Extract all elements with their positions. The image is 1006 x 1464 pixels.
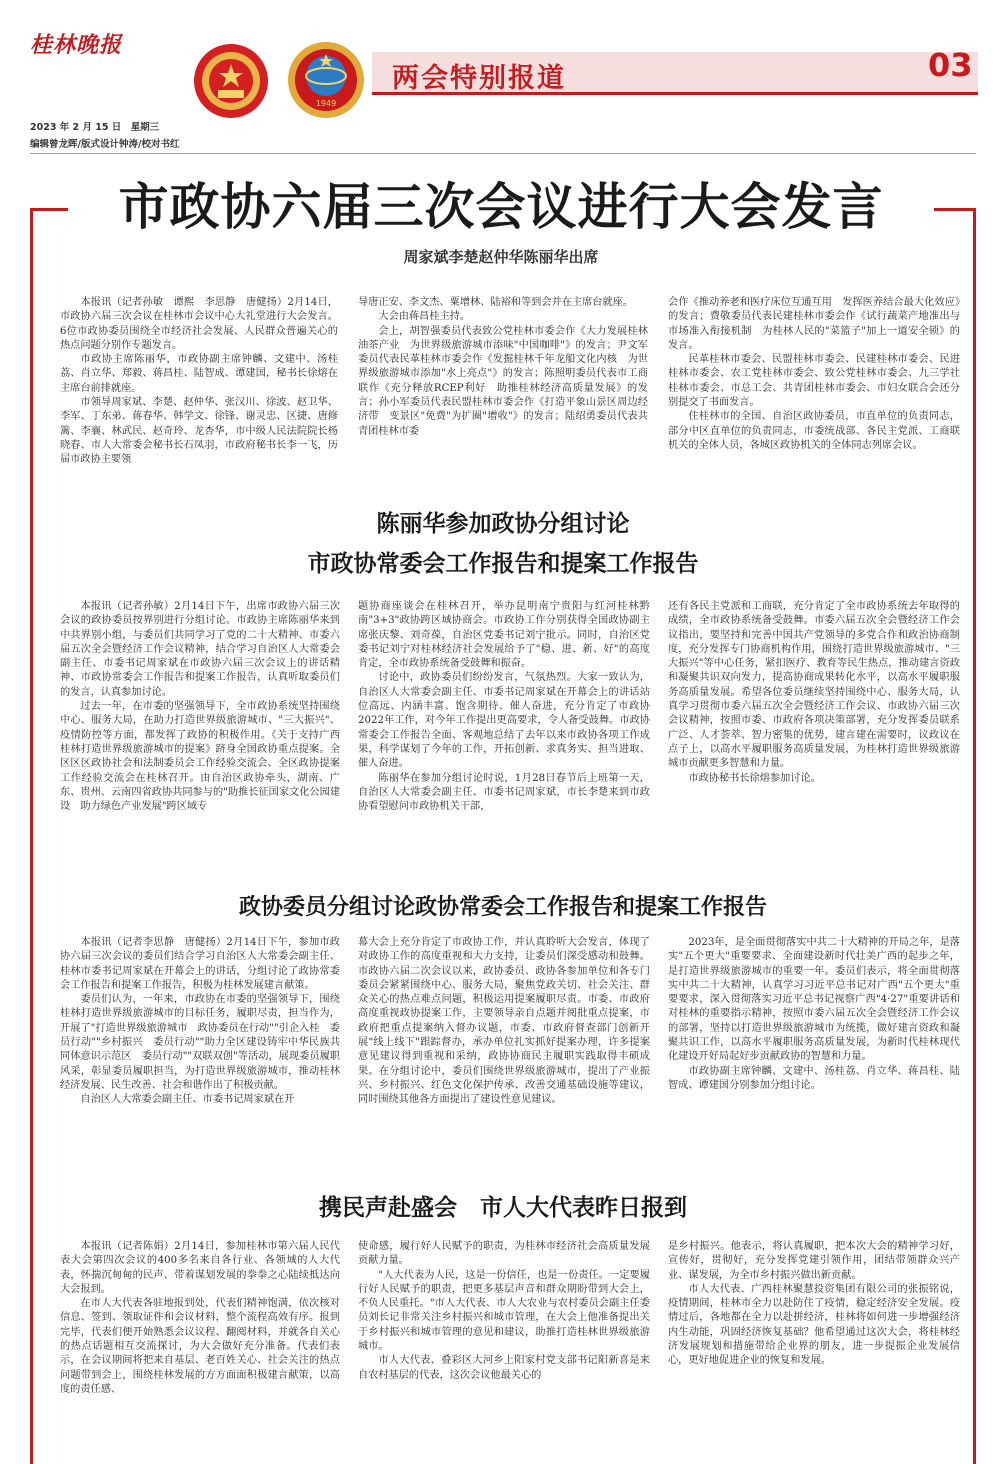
page-number: 03 <box>928 46 973 84</box>
cppcc-emblem-icon <box>286 40 366 120</box>
article1-col2 <box>358 296 648 496</box>
article4-para: 市人大代表、广西桂林聚慧投资集团有限公司的张振铭说，疫情期间，桂林市全力以赴防住了疫情，稳定经济安全发展。疫情过后，各地都在全力以赴拼经济，桂林将如何进一步增强经济内生动能，巩固经济恢复基础？他希望通过这次大会，将桂林经济发展规划和措施带给企业界的朋友，进一步提振企业发展信心，更好地促进企业的恢复和发展。 <box>668 1283 960 1367</box>
masthead-divider <box>30 153 976 154</box>
article1-para: 住桂林市的全国、自治区政协委员，市直单位的负责同志，部分中区直单位的负责同志，市委统战部、各民主党派、工商联机关的全体人员，各城区政协机关的全体同志列席会议。 <box>668 411 960 451</box>
article4-col2 <box>358 1240 650 1440</box>
article1-col1 <box>60 296 338 496</box>
article2-para: 题协商座谈会在桂林召开，举办昆明南宁贵阳与红河桂林黔南"3+3"政协跨区域协商会。市政协工作分别获得全国政协副主席张庆黎、刘奇葆，自治区党委书记刘宁批示。同时，自治区党委书记刘宁对桂林经济社会发展给予了"稳、进、新、好"的高度肯定，全市政协系统备受鼓舞和振奋。 <box>358 601 650 670</box>
article2-para: 市政协秘书长徐熔参加讨论。 <box>688 772 821 784</box>
article4-para: 市人大代表、叠彩区大河乡上阳家村党支部书记阳新喜是来自农村基层的代表，这次会议他最关心的 <box>358 1355 650 1381</box>
article2-col2 <box>358 600 650 880</box>
article3-col1 <box>60 936 340 1168</box>
article1-para: 本报讯（记者孙敏 谭熙 李思静 唐健扬）2月14日，市政协六届三次会议在桂林市会议中心大礼堂进行大会发言。6位市政协委员围绕全市经济社会发展、人民群众普遍关心的热点问题分别作专题发言。 <box>60 297 338 351</box>
cppcc-emblem-year: 1949 <box>315 99 337 108</box>
article4-para: 在市人大代表各驻地报到处，代表们精神饱满，依次核对信息、签到、领取证件和会议材料，整个流程高效有序。报到完毕，代表们便开始熟悉会议议程、翻阅材料，并就各自关心的热点话题相互交流探讨，为大会做好充分准备。代表们表示，在会议期间将把来自基层、老百姓关心、社会关注的热点问题带到会上，围绕桂林发展的方方面面积极建言献策，以高度的责任感、 <box>60 1298 340 1395</box>
frame-right <box>973 208 976 1464</box>
article1-headline: 市政协六届三次会议进行大会发言 <box>118 178 884 236</box>
article2-para: 本报讯（记者孙敏）2月14日下午，出席市政协六届三次会议的政协委员按界别进行分组讨论。市政协主席陈丽华来到中共界别小组，与委员们共同学习了党的二十大精神、市委六届五次全会暨经济工作会议精神，结合学习自治区人大常委会副主任、市委书记周家斌在市政协六届三次会议上的讲话精神、市政协常委会工作报告和提案工作报告，认真听取委员们的发言，认真参加讨论。 <box>60 601 340 698</box>
article1-subhead: 周家斌李楚赵仲华陈丽华出席 <box>403 248 599 266</box>
article1-para: 市政协主席陈丽华，市政协副主席钟麟、文建中、汤桂荔、肖立华、郑毅、蒋昌桂、陆智成、谭建国，秘书长徐熔在主席台前排就座。 <box>60 354 338 394</box>
article1-para: 大会由蒋昌桂主持。 <box>378 311 471 323</box>
editor-credits: 编辑曾龙晖/版式设计钟涛/校对书红 <box>30 139 180 150</box>
article3-para: 市政协副主席钟麟、文建中、汤桂荔、肖立华、蒋昌桂、陆智成、谭建国分别参加分组讨论。 <box>668 1065 960 1091</box>
article2-para: 讨论中，政协委员们纷纷发言，气氛热烈。大家一致认为，自治区人大常委会副主任、市委书记周家斌在开幕会上的讲话站位高远、内涵丰富、饱含期待、催人奋进，充分肯定了市政协2022年工作，对今年工作提出更高要求，令人备受鼓舞。市政协常委会工作报告全面、客观地总结了去年以来市政协各项工作成果，科学谋划了今年的工作，开拓创新、求真务实、担当进取、催人奋进。 <box>358 672 650 770</box>
article3-col3 <box>668 936 960 1168</box>
article1-para: 市领导周家斌、李楚、赵仲华、张汉川、徐波、赵卫华、李军、丁东弟、蒋春华、韩学文、徐锋、谢灵忠、区捷、唐修篱、李襄、林武民、赵奇玲、龙杏华，市中级人民法院院长杨晓春、市人大常委会秘书长石凤羽，市政府秘书长李一飞，历届市政协主要领 <box>60 397 338 466</box>
article2-para: 陈丽华在参加分组讨论时说，1月28日春节后上班第一天，自治区人大常委会副主任、市委书记周家斌，市长李楚来到市政协看望慰问市政协机关干部， <box>358 772 650 813</box>
article1-col3 <box>668 296 960 496</box>
article4-col3 <box>668 1240 960 1440</box>
article2-col1 <box>60 600 340 880</box>
article4-para: "人大代表为人民，这是一份信任，也是一份责任。一定要履行好人民赋予的职责，把更多基层声音和群众期盼带到大会上，不负人民重托。"市人大代表、市人大农业与农村委员会副主任委员刘长记非常关注乡村振兴和城市管理，在大会上他准备提出关于乡村振兴和城市管理的意见和建议，助推打造桂林世界级旅游城市。 <box>358 1269 650 1353</box>
article1-para: 会上，胡智强委员代表致公党桂林市委会作《大力发展桂林油茶产业 为世界级旅游城市添味"中国咖啡"》的发言；尹文军委员代表民革桂林市委会作《发掘桂林千年龙船文化内核 为世界级旅游城市添加"水上亮点"》的发言；陈照明委员代表市工商联作《充分释放RCEP利好 助推桂林经济高质量发展》的发言；孙小军委员代表民盟桂林市委会作《打造平象山景区周边经济带 变景区"免费"为扩圈"增收"》的发言；陆绍勇委员代表共青团桂林市委 <box>358 325 648 437</box>
article4-para: 本报讯（记者陈娟）2月14日，参加桂林市第六届人民代表大会第四次会议的400多名来自各行业、各领域的人大代表，怀揣沉甸甸的民声、带着谋划发展的拳拳之心陆续抵达向大会报到。 <box>60 1241 340 1295</box>
article3-para: 2023年，是全面贯彻落实中共二十大精神的开局之年，是落实"五个更大"重要要求、全面建设新时代壮美广西的起步之年，是打造世界级旅游城市的重要一年。委员们表示，将全面贯彻落实中共二十大精神，认真学习习近平总书记对广西"五个更大"重要要求，深入贯彻落实习近平总书记视察广西"4·27"重要讲话和对桂林的重要指示精神，按照市委六届五次全会暨经济工作会议的部署，坚持以打造世界级旅游城市为统揽，做好建言资政和凝聚共识工作，以高水平履职服务高质量发展，为新时代桂林现代化建设开好局起好步贡献政协的智慧和力量。 <box>668 937 960 1063</box>
article2-para: 过去一年，在市委的坚强领导下，全市政协系统坚持围绕中心、服务大局，在助力打造世界级旅游城市、"三大振兴"、疫情防控等方面，都发挥了政协的积极作用。《关于支持广西桂林打造世界级旅游城市的提案》跻身全国政协重点提案。全区区区政协社会和法制委员会工作经验交流会、全区政协提案工作经验交流会在桂林召开。由自治区政协牵头，湖南、广东、贵州、云南四省政协共同参与的"助推长征国家文化公园建设 助力绿色产业发展"跨区域专 <box>60 701 340 813</box>
article3-para: 委员们认为，一年来，市政协在市委的坚强领导下，围绕桂林打造世界级旅游城市的目标任务，履职尽责，担当作为，开展了"打造世界级旅游城市 政协委员在行动""引企入桂 委员行动""乡村振兴 委员行动""助力全区建设铸牢中华民族共同体意识示范区 委员行动""双联双创"等活动，展现委员履职风采，彰显委员履职担当，为打造世界级旅游城市，推动桂林经济发展、民生改善、社会和谐作出了积极贡献。 <box>60 994 340 1091</box>
article3-para: 本报讯（记者李思静 唐健扬）2月14日下午，参加市政协六届三次会议的委员们结合学习自治区人大常委会副主任、桂林市委书记周家斌在开幕会上的讲话，分组讨论了政协常委会工作报告和提案工作报告，积极为桂林发展建言献策。 <box>60 937 340 991</box>
national-emblem-icon <box>192 42 270 120</box>
article2-para: 还有各民主党派和工商联，充分肯定了全市政协系统去年取得的成绩，全市政协系统备受鼓舞。市委六届五次全会暨经济工作会议指出，要坚持和完善中国共产党领导的多党合作和政治协商制度，充分发挥专门协商机构作用，围绕打造世界级旅游城市、"三大振兴"等中心任务，紧扣医疗、教育等民生热点，推动建言资政和凝聚共识双向发力，提高协商成果转化水平，以高水平履职服务高质量发展。希望各位委员继续坚持围绕中心、服务大局，认真学习贯彻市委六届五次全会暨经济工作会议、市政协六届三次会议精神，按照市委、市政府各项决策部署，充分发挥委员联系广泛、人才荟萃、智力密集的优势，建言建在需要时，议政议在点子上，以高水平履职服务高质量发展，为桂林打造世界级旅游城市贡献更多智慧和力量。 <box>668 601 960 770</box>
article3-headline: 政协委员分组讨论政协常委会工作报告和提案工作报告 <box>238 895 767 920</box>
frame-left <box>30 208 33 1464</box>
article3-col2 <box>358 936 650 1168</box>
article4-col1 <box>60 1240 340 1440</box>
article2-headline-line1: 陈丽华参加政协分组讨论 <box>376 511 630 537</box>
article4-para: 使命感，履行好人民赋予的职责，为桂林市经济社会高质量发展贡献力量。 <box>358 1241 650 1267</box>
article4-headline: 携民声赴盛会 市人大代表昨日报到 <box>319 1195 687 1221</box>
article2-headline-line2: 市政协常委会工作报告和提案工作报告 <box>307 551 699 577</box>
article1-para: 导唐正安、李文杰、粟增林、陆裕和等到会并在主席台就座。 <box>358 297 634 308</box>
article1-para: 民革桂林市委会、民盟桂林市委会、民建桂林市委会、民进桂林市委会、农工党桂林市委会、致公党桂林市委会、九三学社桂林市委会、市总工会、共青团桂林市委会、市妇女联合会还分别提交了书面发言。 <box>668 354 960 409</box>
section-title: 两会特别报道 <box>392 63 566 94</box>
article4-para: 是乡村振兴。他表示，将认真履职，把本次大会的精神学习好，宣传好，贯彻好，充分发挥党建引领作用，团结带领群众兴产业、谋发展，为全市乡村振兴做出新贡献。 <box>668 1241 960 1281</box>
article3-para: 自治区人大常委会副主任、市委书记周家斌在开 <box>80 1094 295 1106</box>
frame-top-right <box>934 208 976 211</box>
article2-col3 <box>668 600 960 880</box>
article1-para: 会作《推动养老和医疗床位互通互用 发挥医养结合最大化效应》的发言；费敬委员代表民建桂林市委会作《试行蔬菜产地准出与市场准入衔接机制 为桂林人民的"菜篮子"加上一道安全锁》的发言。 <box>668 297 960 351</box>
frame-top-left <box>30 208 68 211</box>
publication-date: 2023 年 2 月 15 日 星期三 <box>30 122 160 133</box>
article3-para: 幕大会上充分肯定了市政协工作，并认真聆听大会发言，体现了对政协工作的高度重视和大力支持，让委员们深受感动和鼓舞。市政协六届二次会议以来，政协委员、政协各参加单位和各专门委员会紧紧围绕中心、服务大局，聚焦党政关切、社会关注、群众关心的热点难点问题，积极运用提案履职尽责。市委、市政府高度重视政协提案工作，主要领导亲自点题并阅批重点提案，市政府把重点提案纳入督办议题，市委、市政府督查部门创新开展"线上线下"跟踪督办，承办单位扎实抓好提案办理，许多提案意见建议得到重视和采纳，政协协商民主履职实践取得丰硕成果。在分组讨论中，委员们围绕世界级旅游城市，提出了产业振兴、乡村振兴、红色文化保护传承、改善交通基础设施等建议，同时围绕其他各方面提出了建设性意见建议。 <box>358 937 650 1106</box>
paper-name-logo: 桂林晚报 <box>30 33 123 58</box>
